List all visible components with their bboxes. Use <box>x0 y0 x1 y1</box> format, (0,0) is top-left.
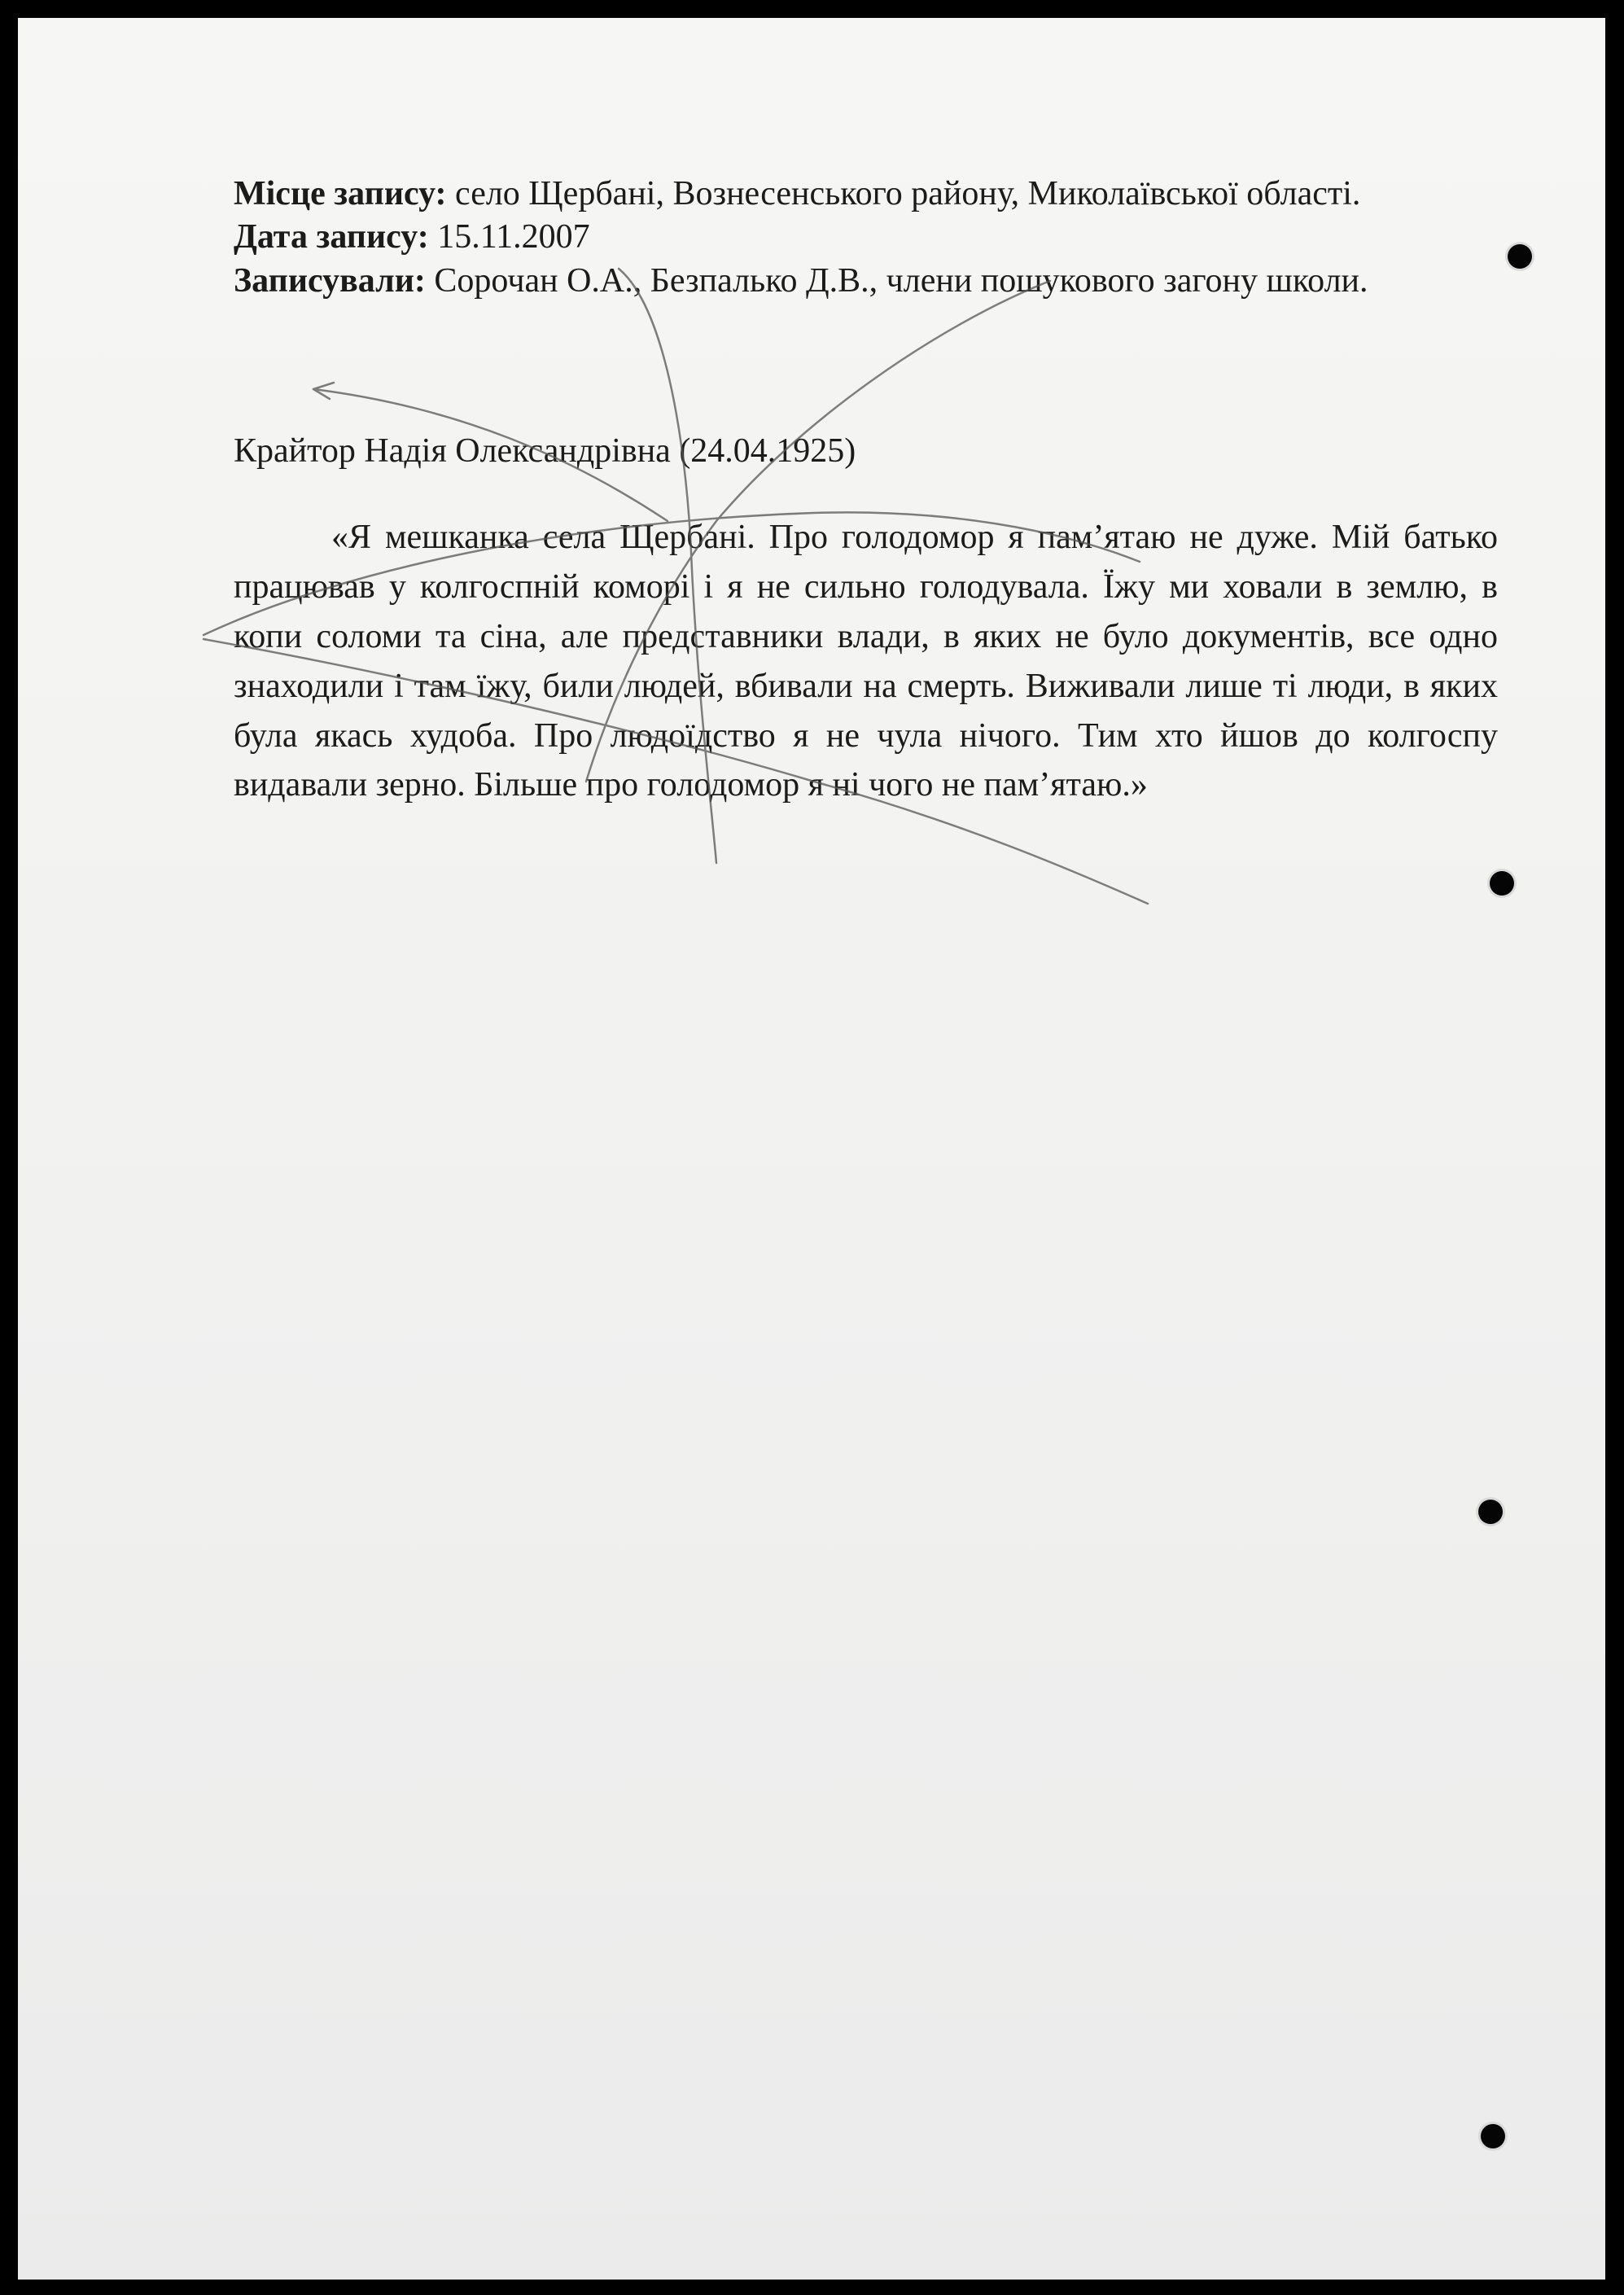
punch-hole <box>1481 2124 1505 2148</box>
record-metadata <box>234 173 1498 303</box>
record-recorders <box>234 260 1498 303</box>
document-page <box>18 18 1605 2280</box>
record-recorders-value: Сорочан О.А., Безпалько Д.В., члени пошукового загону школи. <box>425 261 1368 300</box>
record-place <box>234 173 1498 216</box>
punch-hole <box>1478 1500 1503 1524</box>
punch-hole <box>1490 871 1514 896</box>
testimony-text: «Я мешканка села Щербані. Про голодомор я пам’ятаю не дуже. Мій батько працював у колгоспній коморі і я не сильно голодувала. Їжу ми ховали в землю, в копи соломи та сіна, але представники влади, в яких не було документів, все одно знаходили і там їжу, били людей, вбивали на смерть. Виживали лише ті люди, в яких була якась худоба. Про людоїдство я не чула нічого. Тим хто йшов до колгоспу видавали зерно. Більше про голодомор я ні чого не пам’ятаю.» <box>234 519 1498 804</box>
punch-hole <box>1508 244 1532 269</box>
record-date-value: 15.11.2007 <box>428 218 590 256</box>
record-date <box>234 216 1498 259</box>
record-place-label: Місце запису: <box>234 175 447 212</box>
record-recorders-label: Записували: <box>234 261 426 300</box>
record-place-value: село Щербані, Вознесенського району, Миколаївської області. <box>446 175 1361 212</box>
informant-name: Крайтор Надія Олександрівна (24.04.1925) <box>234 432 856 470</box>
record-date-label: Дата запису: <box>234 218 429 256</box>
